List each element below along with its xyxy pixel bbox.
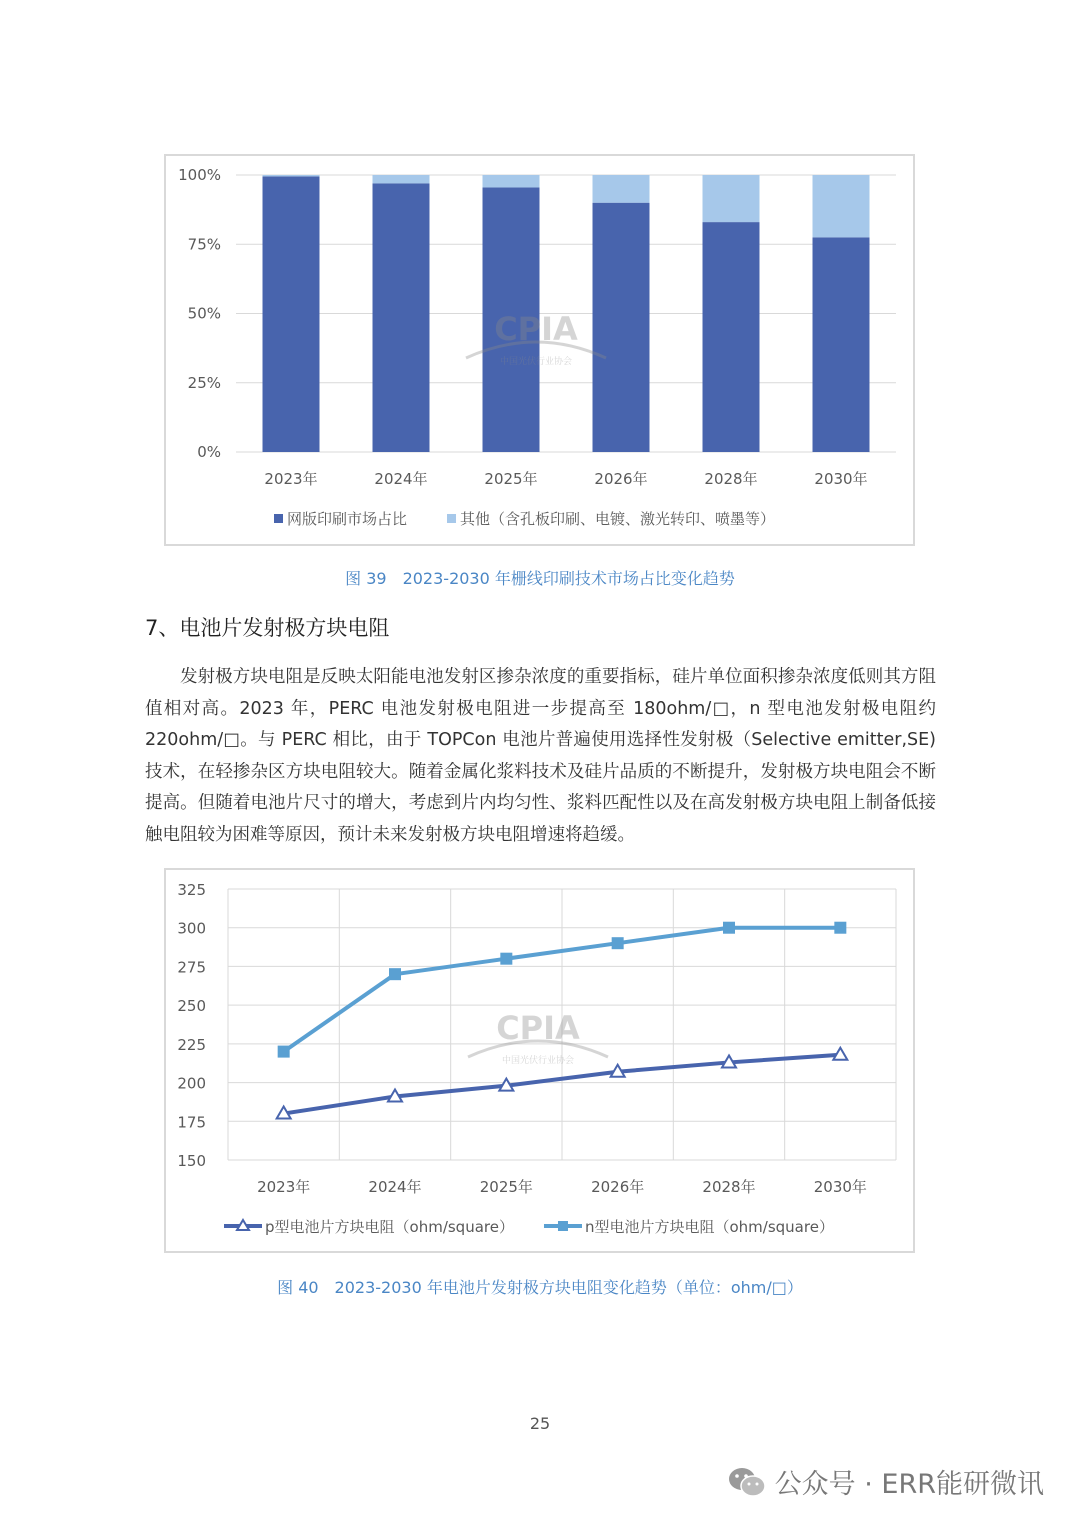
body-paragraph: 发射极方块电阻是反映太阳能电池发射区掺杂浓度的重要指标，硅片单位面积掺杂浓度低则其方阻值相对高。2023 年，PERC 电池发射极电阻进一步提高至 180ohm/□，n 型电池发射极电阻约 220ohm/□。与 PERC 相比，由于 TOPCon 电池片普遍使用选择性发射极（Selective emitter,SE)技术，在轻掺杂区方块电阻较大。随着金属化浆料技术及硅片品质的不断提升，发射极方块电阻会不断提高。但随着电池片尺寸的增大，考虑到片内均匀性、浆料匹配性以及在高发射极方块电阻上制备低接触电阻较为困难等原因，预计未来发射极方块电阻增速将趋缓。 <box>145 667 936 845</box>
data-point-square <box>500 953 512 965</box>
legend-swatch <box>447 514 456 523</box>
x-tick-label: 2024年 <box>374 470 428 488</box>
y-tick-label: 50% <box>187 304 221 323</box>
chart-market-share <box>164 154 915 546</box>
footer-watermark <box>727 1462 1044 1501</box>
bar-segment <box>373 183 430 452</box>
x-tick-label: 2028年 <box>702 1178 756 1196</box>
data-point-square <box>612 937 624 949</box>
x-tick-label: 2028年 <box>704 470 758 488</box>
x-tick-label: 2030年 <box>814 470 868 488</box>
bar-segment <box>263 175 320 176</box>
bar-segment <box>703 175 760 222</box>
y-tick-label: 200 <box>177 1074 206 1093</box>
cpia-watermark <box>468 1009 608 1066</box>
y-tick-label: 0% <box>197 443 221 461</box>
y-tick-label: 75% <box>187 235 221 254</box>
watermark-logo: CPIA <box>494 310 578 348</box>
legend-swatch <box>274 514 283 523</box>
page-number: 25 <box>529 1414 551 1433</box>
figure-caption-39: 图 39 2023-2030 年栅线印刷技术市场占比变化趋势 <box>345 569 735 588</box>
x-tick-label: 2025年 <box>484 470 538 488</box>
stacked-bar-chart <box>166 156 913 544</box>
x-tick-label: 2030年 <box>813 1178 867 1196</box>
x-tick-label: 2023年 <box>264 470 318 488</box>
legend-marker-square <box>558 1221 568 1231</box>
legend-label: 其他（含孔板印刷、电镀、激光转印、喷墨等） <box>460 510 776 528</box>
bar-segment <box>483 175 540 187</box>
bar-segment <box>813 175 870 237</box>
data-point-square <box>834 922 846 934</box>
data-point-square <box>389 968 401 980</box>
legend-label: n型电池片方块电阻（ohm/square） <box>584 1218 834 1236</box>
y-tick-label: 300 <box>177 919 206 938</box>
watermark-sub: 中国光伏行业协会 <box>501 1056 575 1066</box>
x-tick-label: 2026年 <box>594 470 648 488</box>
bar-segment <box>703 222 760 452</box>
x-tick-label: 2023年 <box>257 1178 311 1196</box>
x-tick-label: 2026年 <box>591 1178 645 1196</box>
wechat-icon <box>727 1465 767 1499</box>
watermark-sub: 中国光伏行业协会 <box>499 357 573 367</box>
figure-caption-40: 图 40 2023-2030 年电池片发射极方块电阻变化趋势（单位：ohm/□） <box>277 1278 803 1297</box>
y-tick-label: 325 <box>177 881 206 899</box>
legend-label: p型电池片方块电阻（ohm/square） <box>265 1218 514 1236</box>
bar-segment <box>593 203 650 452</box>
x-tick-label: 2024年 <box>368 1178 422 1196</box>
data-point-square <box>278 1046 290 1058</box>
bar-segment <box>593 175 650 203</box>
section-heading: 7、电池片发射极方块电阻 <box>145 616 390 640</box>
y-tick-label: 225 <box>177 1035 206 1054</box>
footer-watermark-text: 公众号 · ERR能研微讯 <box>774 1469 1044 1500</box>
watermark-logo: CPIA <box>496 1009 580 1047</box>
data-point-square <box>723 922 735 934</box>
line-chart <box>166 870 913 1251</box>
bar-segment <box>263 176 320 452</box>
y-tick-label: 250 <box>177 997 206 1016</box>
x-tick-label: 2025年 <box>479 1178 533 1196</box>
y-tick-label: 150 <box>177 1152 206 1170</box>
chart-sheet-resistance <box>164 868 915 1253</box>
y-tick-label: 100% <box>178 166 221 184</box>
bar-segment <box>813 237 870 452</box>
y-tick-label: 275 <box>177 958 206 977</box>
bar-segment <box>373 175 430 183</box>
y-tick-label: 175 <box>177 1113 206 1132</box>
legend-label: 网版印刷市场占比 <box>287 510 408 528</box>
y-tick-label: 25% <box>187 373 221 392</box>
